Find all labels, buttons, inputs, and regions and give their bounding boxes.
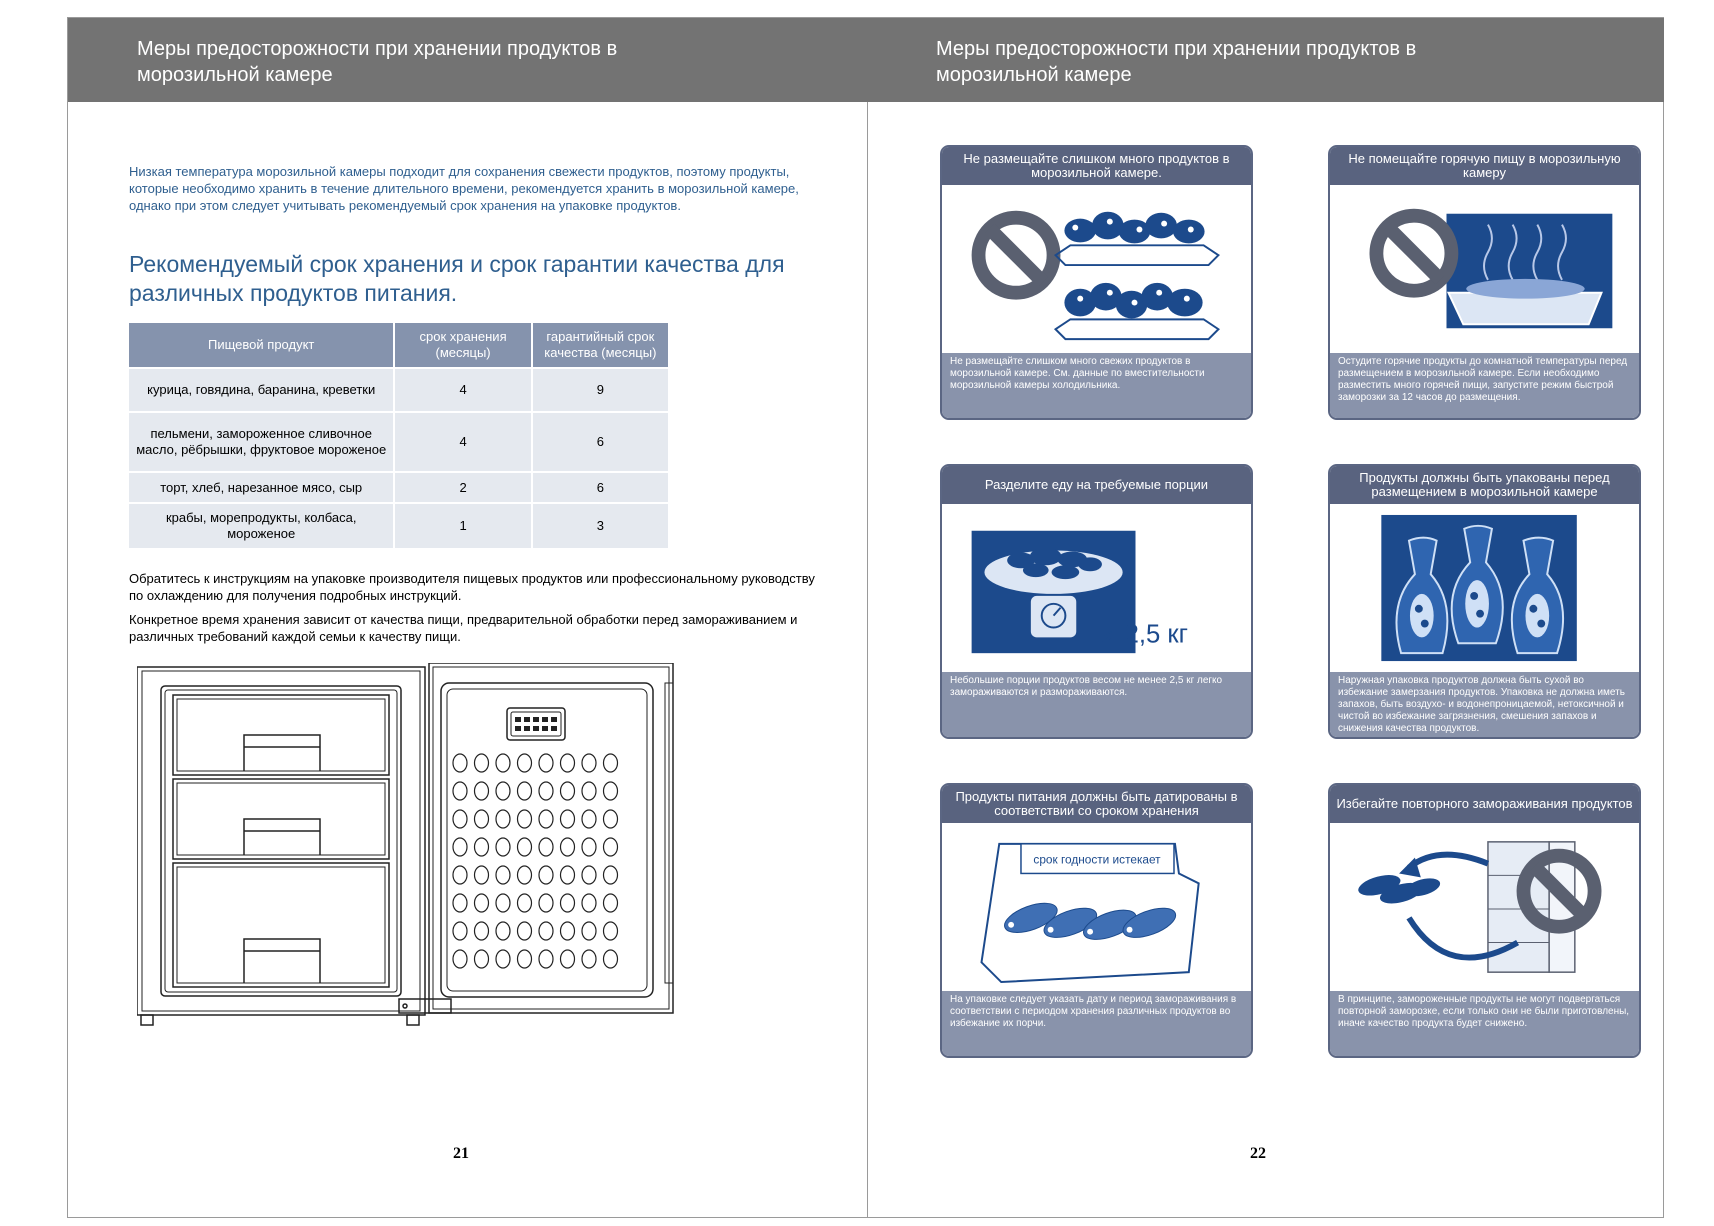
- door-dimple: [604, 922, 618, 940]
- card-description: Небольшие порции продуктов весом не менее 2,5 кг легко замораживаются и размораживаются.: [942, 672, 1251, 737]
- table-cell-product: торт, хлеб, нарезанное мясо, сыр: [129, 473, 393, 502]
- card-title: Не помещайте горячую пищу в морозильную камеру: [1330, 147, 1639, 185]
- door-dimple: [475, 810, 489, 828]
- drawer-3: [173, 863, 389, 987]
- door-dimple: [496, 838, 510, 856]
- less-or-equal-sign: ≤: [1101, 625, 1113, 647]
- door-dimple: [475, 754, 489, 772]
- storage-table: [127, 321, 670, 550]
- door-dimple: [604, 866, 618, 884]
- door-dimple: [561, 866, 575, 884]
- card-title: Разделите еду на требуемые порции: [942, 466, 1251, 504]
- table-row: [129, 369, 668, 411]
- page-number: 21: [453, 1145, 469, 1162]
- card-title: Избегайте повторного замораживания продуктов: [1330, 785, 1639, 823]
- door-dimple: [604, 894, 618, 912]
- page-22: [867, 18, 1664, 1217]
- door-dimple: [561, 838, 575, 856]
- door-dimple: [475, 950, 489, 968]
- intro-paragraph: Низкая температура морозильной камеры подходит для сохранения свежести продуктов, поэтому продукты, которые необходимо хранить в течение длительного времени, рекомендуется хранить в морозильной камере, однако при этом следует учитывать рекомендуемый срок хранения на упаковке продуктов.: [129, 164, 799, 213]
- door-dimple: [496, 754, 510, 772]
- section-heading: Рекомендуемый срок хранения и срок гарантии качества для различных продуктов питания.: [129, 251, 785, 306]
- expiry-label-text: срок годности истекает: [1033, 852, 1161, 867]
- table-row: [129, 473, 668, 502]
- door-dimple: [453, 754, 467, 772]
- door-dimple: [561, 754, 575, 772]
- table-cell-storage: 2: [395, 473, 530, 502]
- door-dimple: [518, 754, 532, 772]
- page-title-line2: морозильной камере: [936, 64, 1132, 86]
- table-cell-storage: 4: [395, 369, 530, 411]
- door-dimple: [496, 922, 510, 940]
- door-dimple: [604, 810, 618, 828]
- page-title: [936, 36, 1536, 88]
- door-dimple: [561, 894, 575, 912]
- door-dimple: [475, 866, 489, 884]
- door-dimple: [539, 866, 553, 884]
- card-title: Продукты питания должны быть датированы в соответствии со сроком хранения: [942, 785, 1251, 823]
- door-dimple: [453, 922, 467, 940]
- card-description: Остудите горячие продукты до комнатной температуры перед размещением в морозильной камере. Если необходимо разместить много горячей пищи, запустите режим быстрой заморозки за 12 часов до размещения.: [1330, 353, 1639, 418]
- card-description: Наружная упаковка продуктов должна быть сухой во избежание замерзания продуктов. Упаковка не должна иметь запахов, быть воздухо- и водонепроницаемой, нетоксичной и чистой во избежание загрязнения, смешения запахов и снижения качества продуктов.: [1330, 672, 1639, 737]
- door-dimple: [539, 950, 553, 968]
- door-dimple: [539, 922, 553, 940]
- table-cell-quality: 6: [533, 473, 668, 502]
- table-row: [129, 504, 668, 548]
- door-dimple: [453, 894, 467, 912]
- table-cell-storage: 1: [395, 504, 530, 548]
- table-row: [129, 413, 668, 471]
- weight-label: 2,5 кг: [1124, 620, 1189, 649]
- card-no-hot-food: [1328, 145, 1641, 420]
- page-header: [68, 18, 867, 102]
- door-dimple: [453, 810, 467, 828]
- card-description: В принципе, замороженные продукты не могут подвергаться повторной заморозке, если только они не были приготовлены, иначе качество продукта будет снижено.: [1330, 991, 1639, 1056]
- card-title: Продукты должны быть упакованы перед размещением в морозильной камере: [1330, 466, 1639, 504]
- door-dimple: [475, 894, 489, 912]
- freezer-cabinet-outline: [137, 667, 425, 1015]
- door-dimple: [582, 866, 596, 884]
- column-header-product: Пищевой продукт: [129, 323, 393, 367]
- dated-package-picture: [942, 823, 1251, 993]
- door-dimple: [604, 838, 618, 856]
- door-dimple: [561, 782, 575, 800]
- page-title-line2: морозильной камере: [137, 64, 333, 86]
- prohibited-icon: [1376, 216, 1451, 291]
- card-portions: [940, 464, 1253, 739]
- document-spread: [67, 17, 1664, 1218]
- refreezing-picture: [1330, 823, 1639, 993]
- door-dimple: [561, 922, 575, 940]
- door-dimple: [539, 838, 553, 856]
- column-header-storage-period: срок хранения (месяцы): [395, 323, 530, 367]
- card-description: Не размещайте слишком много свежих продуктов в морозильной камере. См. данные по вместительности морозильной камеры холодильника.: [942, 353, 1251, 418]
- door-dimple: [582, 838, 596, 856]
- door-dimple: [539, 754, 553, 772]
- packed-food-trays: [1056, 212, 1219, 339]
- door-dimple: [453, 782, 467, 800]
- refreeze-arrow-upper: [1409, 855, 1488, 868]
- door-dimple: [561, 950, 575, 968]
- door-dimple: [518, 950, 532, 968]
- freezer-door: [429, 663, 673, 1013]
- door-dimple: [582, 754, 596, 772]
- door-dimple: [539, 810, 553, 828]
- page-title: [137, 36, 737, 88]
- hot-food-picture: [1330, 185, 1639, 355]
- table-cell-quality: 3: [533, 504, 668, 548]
- page-21: [68, 18, 868, 1217]
- table-header-row: [129, 323, 668, 367]
- door-dimple: [582, 810, 596, 828]
- card-no-refreezing: [1328, 783, 1641, 1058]
- table-cell-quality: 9: [533, 369, 668, 411]
- table-cell-quality: 6: [533, 413, 668, 471]
- table-cell-storage: 4: [395, 413, 530, 471]
- door-dimple: [518, 866, 532, 884]
- table-cell-product: крабы, морепродукты, колбаса, мороженое: [129, 504, 393, 548]
- page-title-line1: Меры предосторожности при хранении продуктов в: [137, 38, 618, 60]
- column-header-quality-period: гарантийный срок качества (месяцы): [533, 323, 668, 367]
- instructions-paragraph: Обратитесь к инструкциям на упаковке производителя пищевых продуктов или профессиональному руководству по охлаждению для получения подробных инструкций.: [129, 571, 815, 603]
- door-dimple: [539, 894, 553, 912]
- door-dimple: [518, 810, 532, 828]
- page-header: [867, 18, 1664, 102]
- door-dimple: [561, 810, 575, 828]
- card-description: На упаковке следует указать дату и период замораживания в соответствии с периодом хранения различных продуктов во избежание их порчи.: [942, 991, 1251, 1056]
- page-number: 22: [1250, 1145, 1266, 1162]
- door-dimple: [453, 950, 467, 968]
- prohibited-icon: [979, 218, 1054, 293]
- door-dimple: [496, 894, 510, 912]
- door-dimples: [453, 754, 618, 968]
- door-dimple: [475, 922, 489, 940]
- control-panel: [507, 708, 565, 740]
- freezer-illustration: [137, 663, 677, 1063]
- door-dimple: [518, 894, 532, 912]
- portion-scale-picture: [942, 504, 1251, 674]
- storage-time-paragraph: Конкретное время хранения зависит от качества пищи, предварительной обработки перед замораживанием и различных требований каждой семьи к качеству пищи.: [129, 612, 798, 644]
- door-dimple: [582, 950, 596, 968]
- door-dimple: [475, 782, 489, 800]
- packaged-food-picture: [1330, 504, 1639, 674]
- door-dimple: [518, 838, 532, 856]
- door-dimple: [496, 810, 510, 828]
- door-dimple: [496, 782, 510, 800]
- door-dimple: [475, 838, 489, 856]
- card-title: Не размещайте слишком много продуктов в морозильной камере.: [942, 147, 1251, 185]
- table-cell-product: пельмени, замороженное сливочное масло, рёбрышки, фруктовое мороженое: [129, 413, 393, 471]
- door-dimple: [518, 782, 532, 800]
- door-dimple: [518, 922, 532, 940]
- door-dimple: [582, 922, 596, 940]
- door-dimple: [582, 782, 596, 800]
- control-panel-buttons: [515, 717, 557, 731]
- card-dating: [940, 783, 1253, 1058]
- overloaded-freezer-picture: [942, 185, 1251, 355]
- door-dimple: [539, 782, 553, 800]
- door-dimple: [453, 866, 467, 884]
- door-dimple: [582, 894, 596, 912]
- door-dimple: [496, 866, 510, 884]
- page-title-line1: Меры предосторожности при хранении продуктов в: [936, 38, 1417, 60]
- card-no-overload: [940, 145, 1253, 420]
- door-dimple: [604, 754, 618, 772]
- door-dimple: [453, 838, 467, 856]
- card-packaging: [1328, 464, 1641, 739]
- table-cell-product: курица, говядина, баранина, креветки: [129, 369, 393, 411]
- frozen-food-pieces: [1356, 871, 1442, 907]
- door-dimple: [496, 950, 510, 968]
- scale-body: [1031, 596, 1076, 637]
- door-dimple: [604, 782, 618, 800]
- door-dimple: [604, 950, 618, 968]
